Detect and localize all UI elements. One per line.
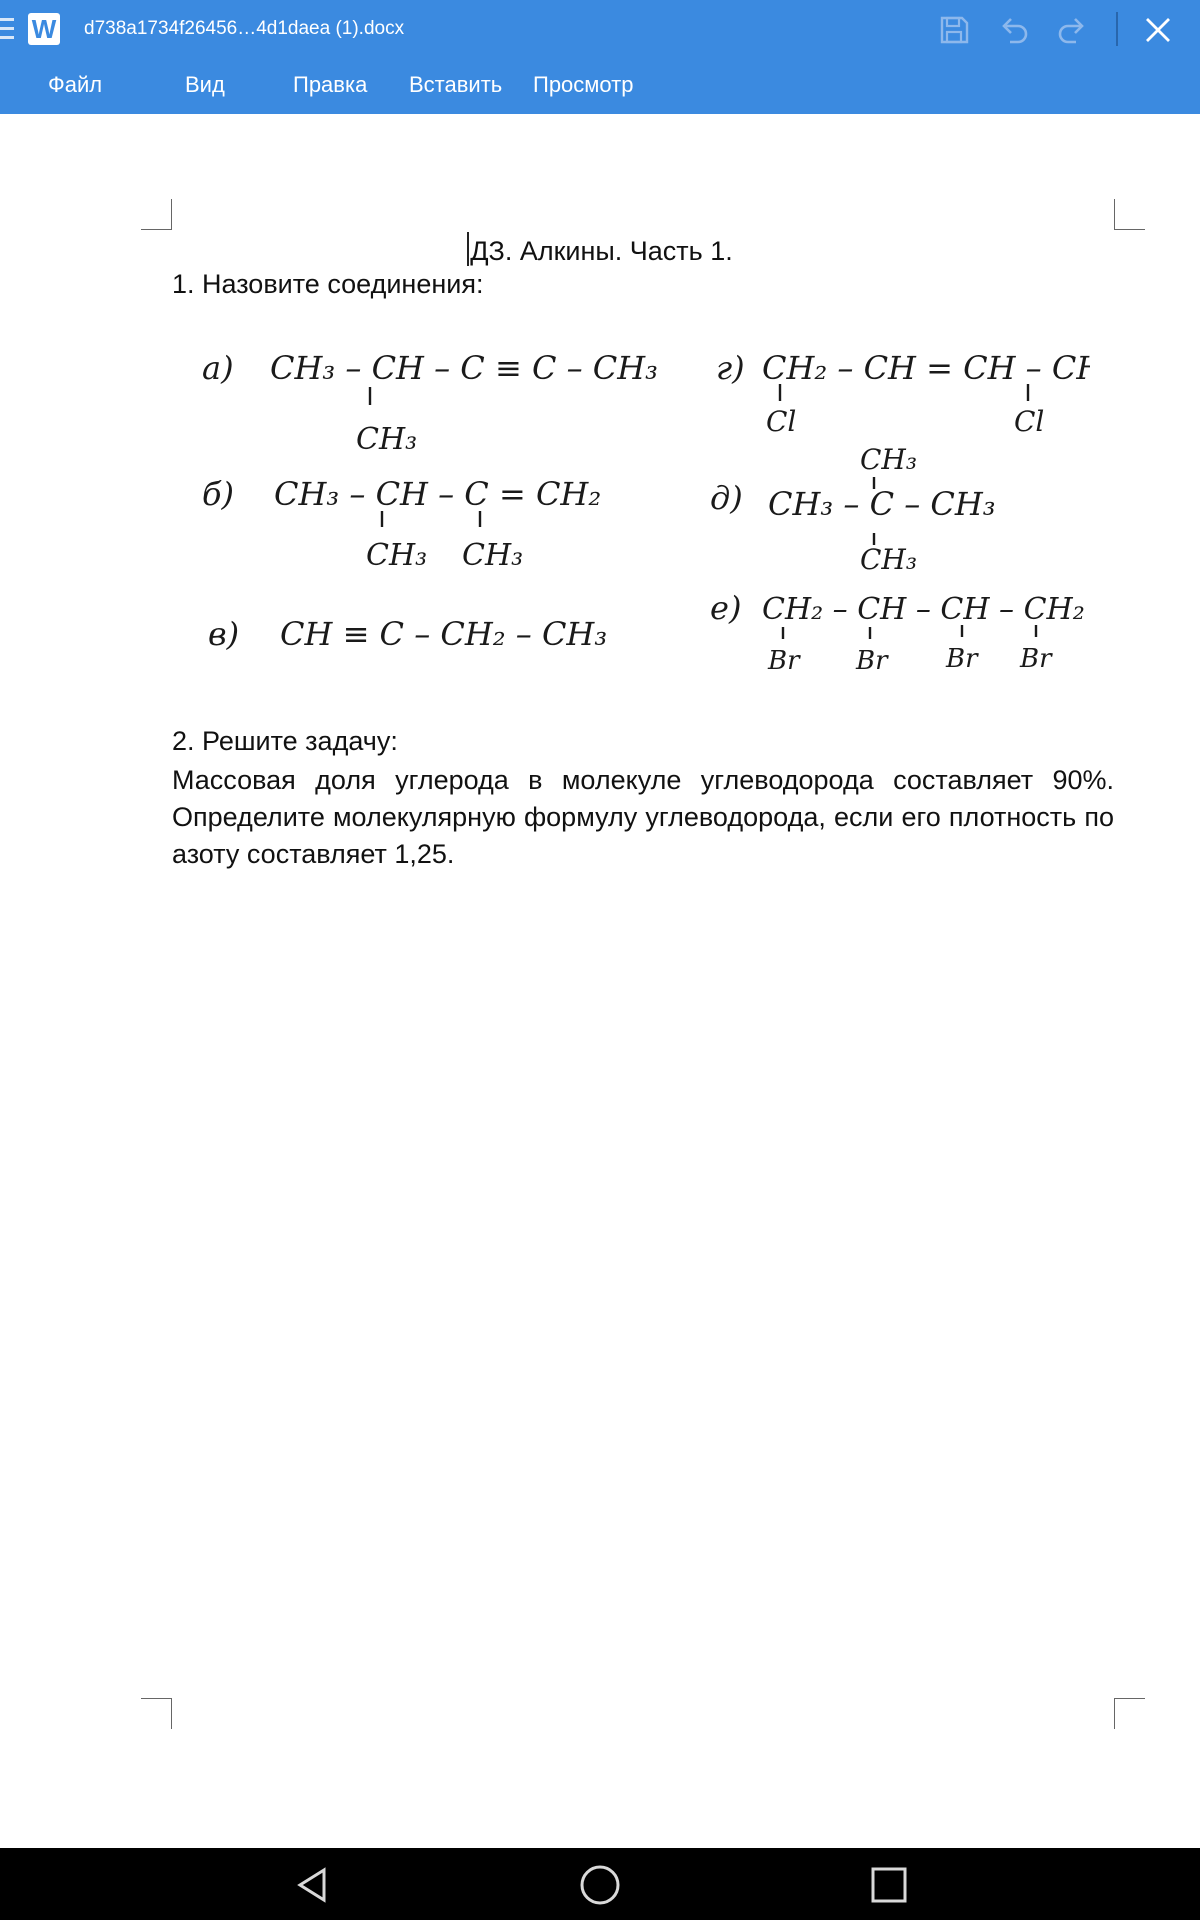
crop-mark-bottom-left <box>141 1698 172 1729</box>
crop-mark-bottom-right <box>1114 1698 1145 1729</box>
menu-file[interactable]: Файл <box>48 72 103 97</box>
toolbar-separator <box>1116 12 1118 46</box>
compound-g-sub-1: Cl <box>766 405 797 438</box>
app-logo: W <box>28 13 60 45</box>
compound-v-formula: CH ≡ C – CH₂ – CH₃ <box>280 615 608 653</box>
menu-insert[interactable]: Вставить <box>409 72 503 97</box>
compound-g-label: г) <box>716 349 745 387</box>
compound-e-sub-1: Br <box>768 646 800 676</box>
back-triangle-icon[interactable] <box>290 1862 336 1908</box>
crop-mark-top-left <box>141 199 172 230</box>
document-heading <box>0 232 1200 267</box>
home-circle-icon[interactable] <box>577 1862 623 1908</box>
compound-a-branch: CH₃ <box>356 422 418 457</box>
menu-edit[interactable]: Правка <box>293 72 368 97</box>
compound-e-sub-2: Br <box>856 646 888 676</box>
compound-a-label: а) <box>202 349 234 387</box>
compound-d-formula: CH₃ – C – CH₃ <box>768 485 996 523</box>
title-row <box>0 0 1200 62</box>
undo-icon[interactable] <box>996 12 1032 48</box>
app-toolbar <box>0 0 1200 114</box>
document-page[interactable] <box>0 114 1200 1848</box>
menu-bar <box>0 62 1200 114</box>
task-2-body: Массовая доля углерода в молекуле углеводорода составляет 90%. Определите молекулярную формулу углеводорода, если его плотность по азоту составляет 1,25. <box>172 765 1114 869</box>
compound-b-formula: CH₃ – CH – C = CH₂ <box>274 475 602 513</box>
compound-b-branch-1: CH₃ <box>366 538 428 573</box>
compound-d-label: д) <box>710 479 743 517</box>
compound-e-formula: CH₂ – CH – CH – CH₂ <box>762 592 1085 627</box>
crop-mark-top-right <box>1114 199 1145 230</box>
task-2-title: 2. Решите задачу: <box>172 726 398 756</box>
compound-a-formula: CH₃ – CH – C ≡ C – CH₃ <box>270 349 658 387</box>
compound-g-formula: CH₂ – CH = CH – CH₂ <box>762 349 1090 387</box>
compound-e-sub-3: Br <box>946 644 978 674</box>
handwritten-formulas-image <box>190 319 1090 679</box>
compound-v-label: в) <box>208 615 240 653</box>
menu-view[interactable]: Вид <box>185 72 225 97</box>
recents-square-icon[interactable] <box>866 1862 912 1908</box>
text-cursor <box>467 232 469 266</box>
task-1-title: 1. Назовите соединения: <box>172 269 484 299</box>
compound-d-bottom: CH₃ <box>860 543 918 576</box>
compound-e-sub-4: Br <box>1020 644 1052 674</box>
menu-review[interactable]: Просмотр <box>533 72 634 97</box>
heading-text: ДЗ. Алкины. Часть 1. <box>470 236 733 266</box>
close-icon[interactable] <box>1140 12 1176 48</box>
system-nav-bar <box>0 1848 1200 1920</box>
save-icon[interactable] <box>936 12 972 48</box>
compound-e-label: е) <box>710 589 742 627</box>
document-title: d738a1734f26456…4d1daea (1).docx <box>84 18 405 39</box>
redo-icon[interactable] <box>1054 12 1090 48</box>
compound-g-sub-2: Cl <box>1014 405 1045 438</box>
hamburger-icon[interactable] <box>0 18 14 44</box>
compound-b-branch-2: CH₃ <box>462 538 524 573</box>
compound-d-top: CH₃ <box>860 443 918 476</box>
compound-b-label: б) <box>202 475 235 513</box>
